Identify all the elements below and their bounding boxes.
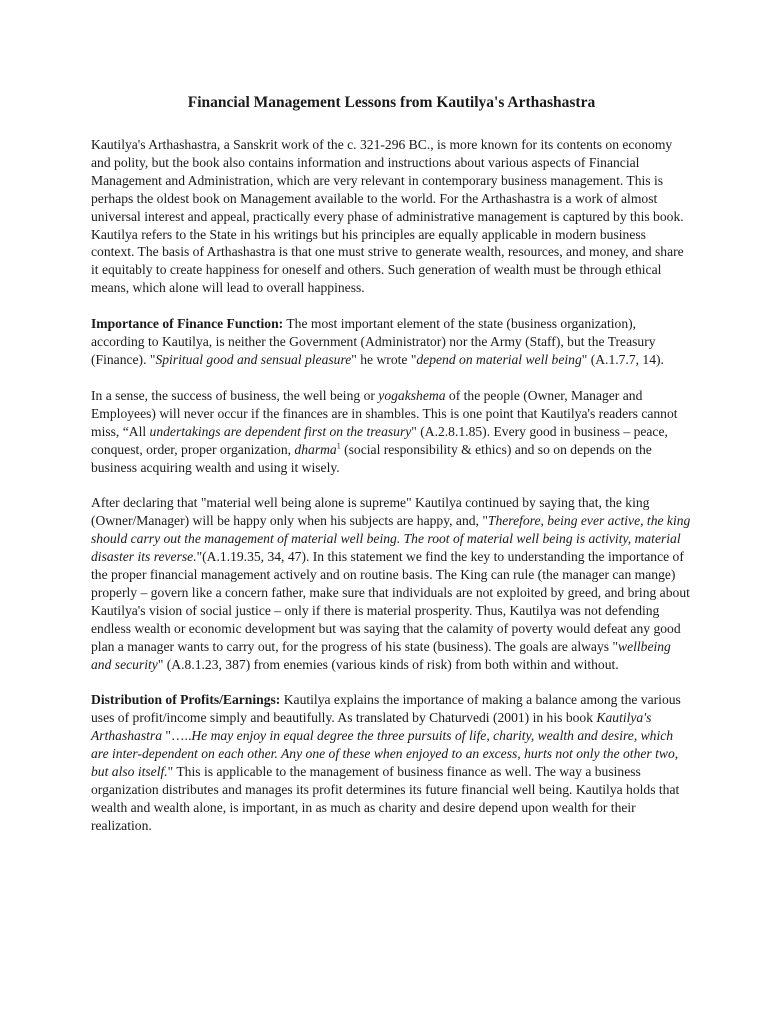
- distribution-heading: Distribution of Profits/Earnings:: [91, 692, 281, 708]
- document-title: Financial Management Lessons from Kautilya's Arthashastra: [187, 94, 596, 111]
- importance-heading: Importance of Finance Function:: [91, 316, 284, 332]
- intro-paragraph: Kautilya's Arthashastra, a Sanskrit work of the c. 321-296 BC., is more known for its contents on economy and polity, but the book also contains information and instructions about various aspects of Financial Management and Administration, which are very relevant in contemporary business management. This is perhaps the oldest book on Management available to the world. For the Arthashastra is a work of almost universal interest and appeal, practically every phase of administrative management is captured by this book. Kautilya refers to the State in his writings but his principles are equally applicable in modern business context. The basis of Arthashastra is that one must strive to generate wealth, resources, and money, and share it equitably to create happiness for oneself and others. Such generation of wealth must be through ethical means, which alone will lead to overall happiness.: [91, 137, 684, 296]
- importance-paragraph: Importance of Finance Function: The most important element of the state (business organization), according to Kautilya, is neither the Government (Administrator) nor the Army (Staff), but the Treasury (Finance). "Spiritual good and sensual pleasure" he wrote "depend on material well being" (A.1.7.7, 14).: [91, 316, 664, 367]
- footnote-marker[interactable]: 1: [336, 441, 341, 451]
- sense-paragraph: In a sense, the success of business, the well being or yogakshema of the people (Owner, Manager and Employees) will never occur if the finances are in shambles. This is one point that Kautilya's readers cannot miss, “All undertakings are dependent first on the treasury" (A.2.8.1.85). Every good in business – peace, conquest, order, proper organization, dharma$^1$ (social responsibility & ethics) and so on depends on the business acquiring wealth and using it wisely.: [91, 387, 678, 475]
- distribution-paragraph: Distribution of Profits/Earnings: Kautilya explains the importance of making a balance among the various uses of profit/income simply and beautifully. As translated by Chaturvedi (2001) in his book Kautilya's Arthashastra "…..He may enjoy in equal degree the three pursuits of life, charity, wealth and desire, which are inter-dependent on each other. Any one of these when enjoyed to an excess, hurts not only the other two, but also itself." This is applicable to the management of business finance as well. The way a business organization distributes and manages its profit determines its future financial well being. Kautilya holds that wealth and wealth alone, is important, in as much as charity and desire depend upon wealth for their realization.: [91, 692, 681, 833]
- declaring-paragraph: After declaring that "material well being alone is supreme" Kautilya continued by saying that, the king (Owner/Manager) will be happy only when his subjects are happy, and, "Therefore, being ever active, the king should carry out the management of material well being. The root of material well being is activity, material disaster its reverse."(A.1.19.35, 34, 47). In this statement we find the key to understanding the importance of the proper financial management actively and on routine basis. The King can rule (the manager can mange) properly – govern like a concern father, make sure that individuals are not exploited by greed, and bring about Kautilya's vision of social justice – only if there is material prosperity. Thus, Kautilya was not defending endless wealth or economic development but was saying that the calamity of poverty would defeat any good plan a manager wants to carry out, for the progress of his state (business). The goals are always "wellbeing and security" (A.8.1.23, 387) from enemies (various kinds of risk) from both within and without.: [91, 495, 691, 672]
